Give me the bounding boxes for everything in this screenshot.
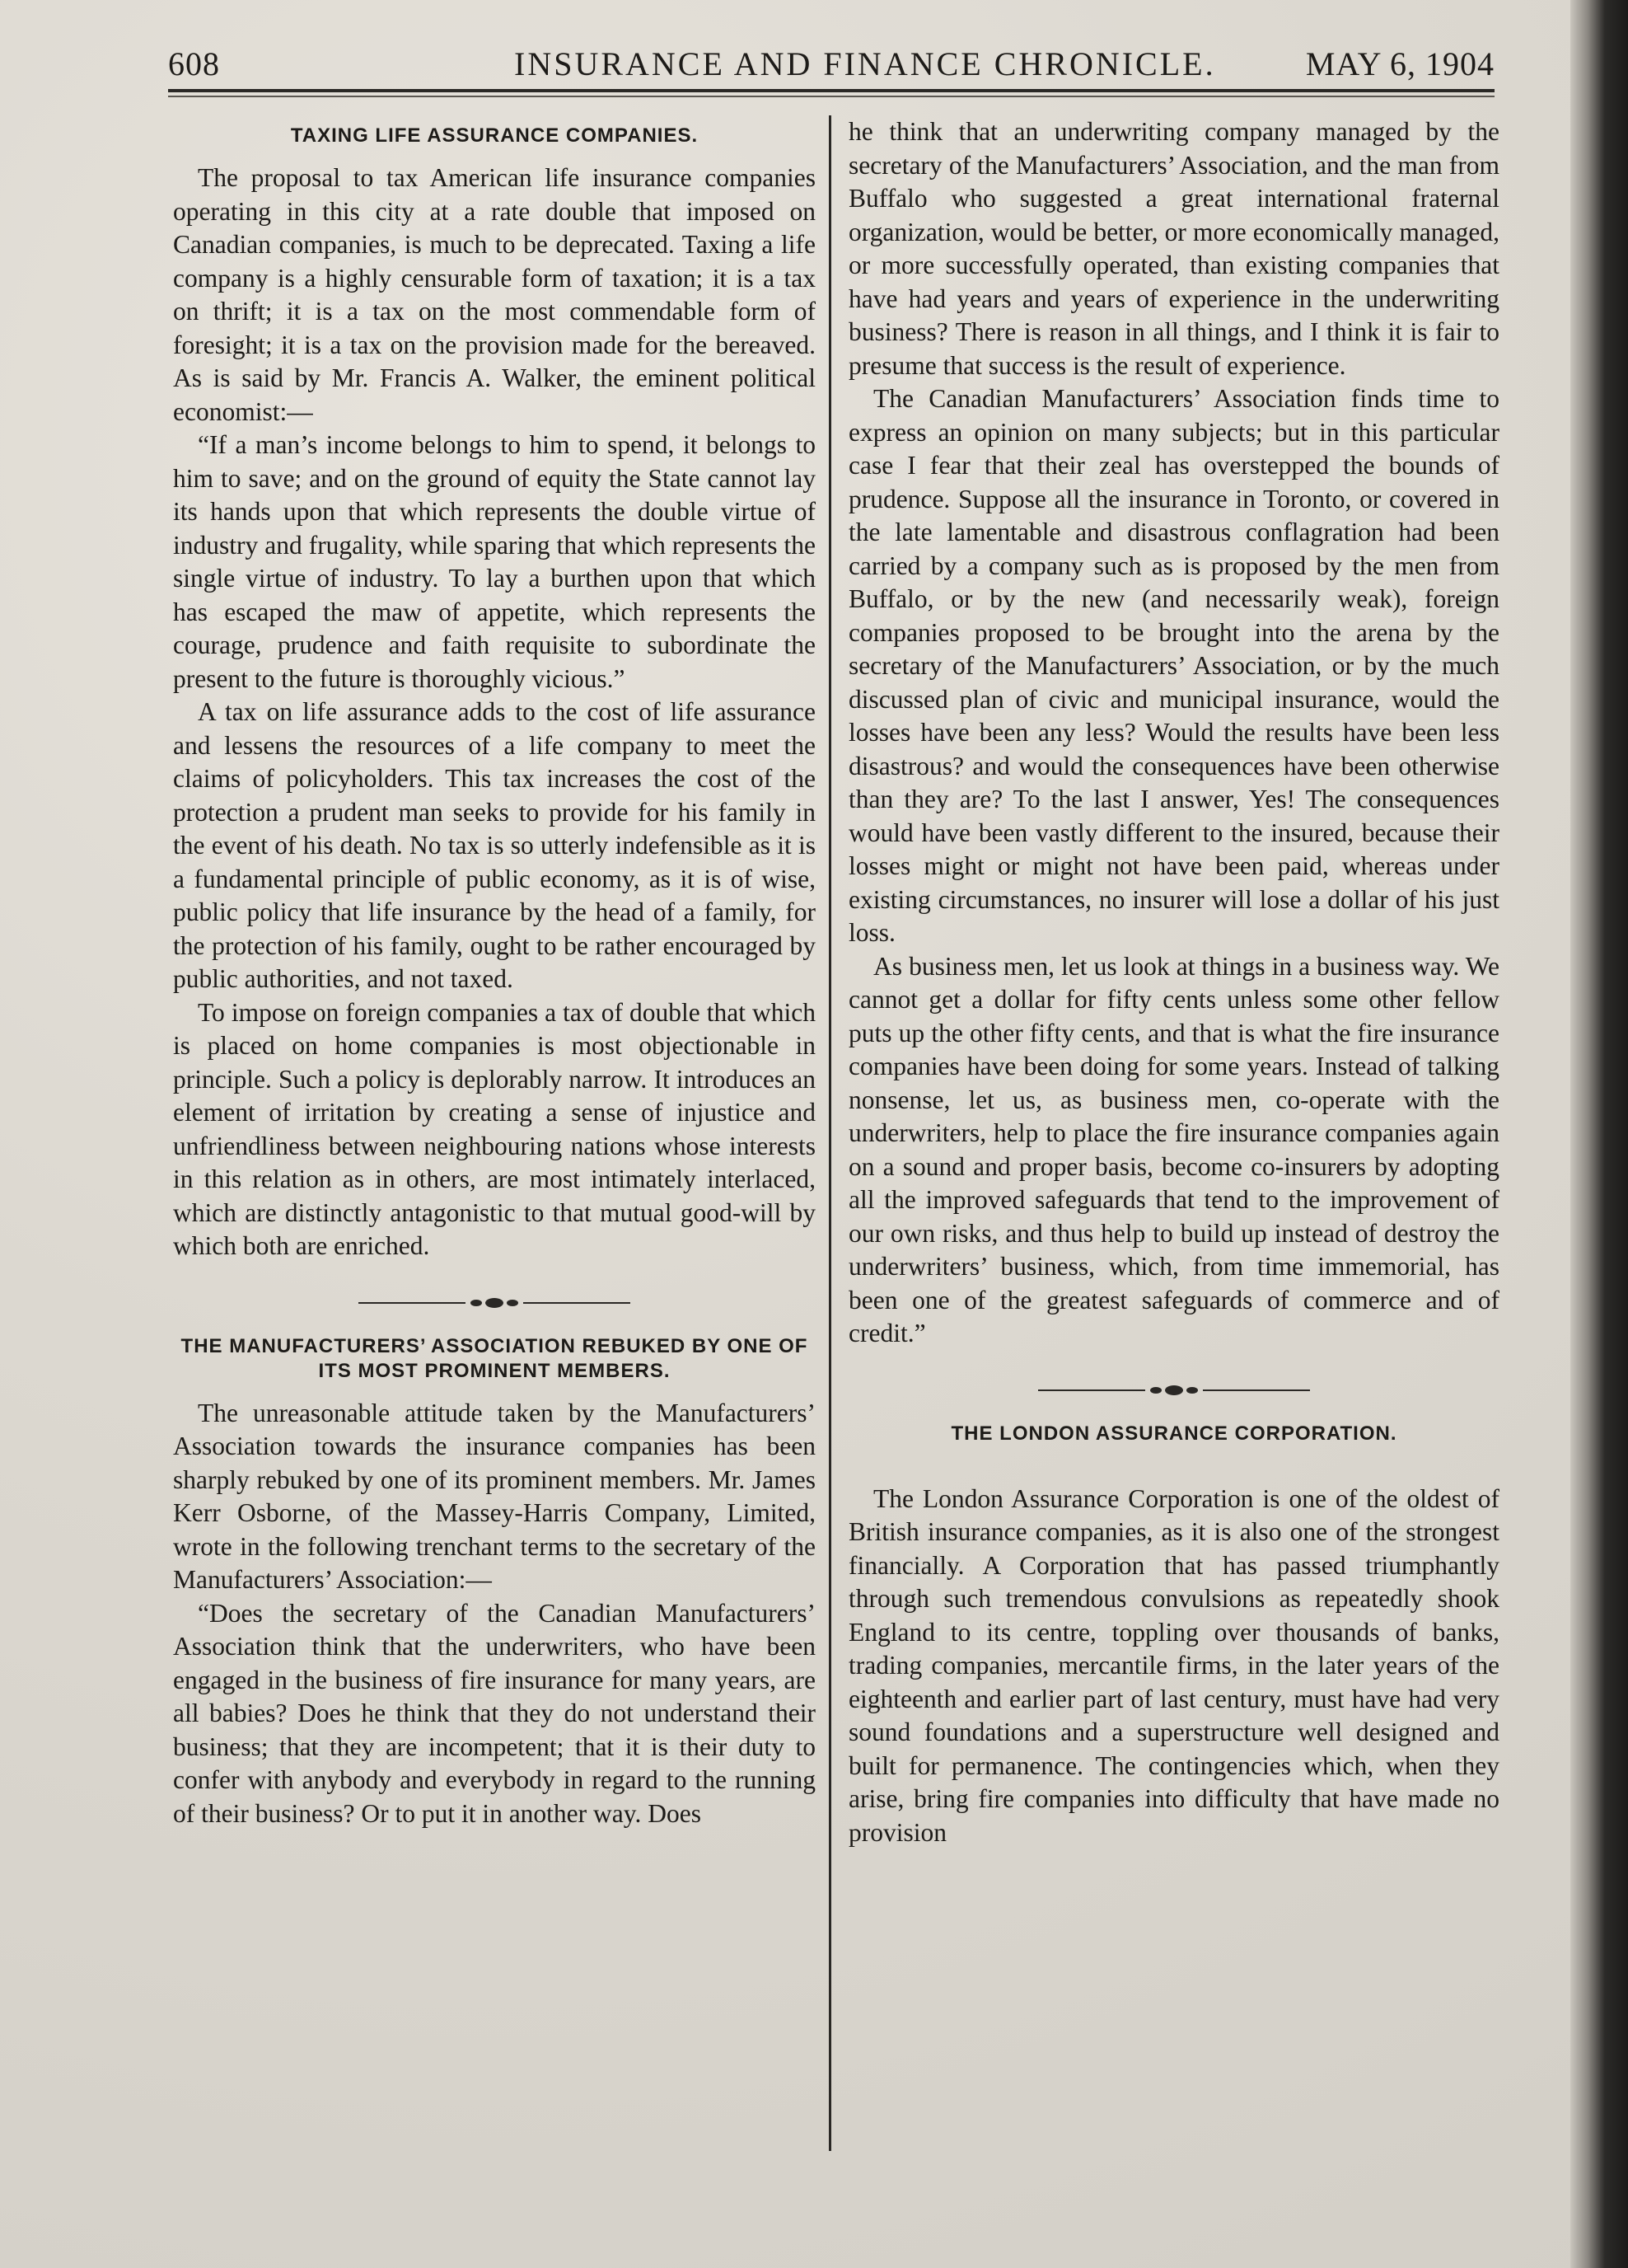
left-column <box>173 115 816 1830</box>
article-paragraph: The unreasonable attitude taken by the Manufacturers’ Association towards the insurance companies has been sharply rebuked by one of its prominent members. Mr. James Kerr Osborne, of the Massey-Harris Company, Limited, wrote in the following trenchant terms to the secretary of the Manufacturers’ Association:— <box>173 1398 816 1594</box>
header-rule <box>168 89 1495 92</box>
article-paragraph: As business men, let us look at things in a business way. We cannot get a dollar for fifty cents unless some other fellow puts up the other fifty cents, and that is what the fire insurance companies have been doing for some years. Instead of talking nonsense, let us, as business men, co-operate with the underwriters, help to place the fire insurance companies again on a sound and proper basis, become co-insurers by adopting all the improved safeguards that tend to the improvement of our own risks, and thus help to build up instead of destroy the underwriters’ business, which, from time immemorial, has been one of the greatest safeguards of commerce and of credit.” <box>849 951 1499 1347</box>
binding-edge <box>1570 0 1628 2268</box>
article-paragraph: The proposal to tax American life insurance companies operating in this city at a rate double that imposed on Canadian companies, is much to be deprecated. Taxing a life company is a highly censurable form of taxation; it is a tax on thrift; it is a tax on the most commendable form of foresight; it is a tax on the provision made for the bereaved. As is said by Mr. Francis A. Walker, the eminent political economist:— <box>173 163 816 426</box>
section-ornament <box>849 1374 1499 1407</box>
article-heading-london-assurance: THE LONDON ASSURANCE CORPORATION. <box>951 1422 1397 1445</box>
article-paragraph: The Canadian Manufacturers’ Association finds time to express an opinion on many subjects; but in this particular case I fear that their zeal has overstepped the bounds of prudence. Suppose all the insurance in Toronto, or covered in the late lamentable and disastrous conflagration had been carried by a company such as is proposed by the men from Buffalo, or by the new (and necessarily weak), foreign companies proposed to be brought into the arena by the secretary of the Manufacturers’ Association, or by the much discussed plan of civic and municipal insurance, would the losses have been any less? Would the results have been less disastrous? and would the consequences have been otherwise than they are? To the last I answer, Yes! The consequences would have been vastly different to the insured, because their losses might or might not have been paid, whereas under existing circumstances, no insurer will lose a dollar of his just loss. <box>849 384 1499 947</box>
header-rule-thin <box>168 96 1495 97</box>
column-divider <box>829 115 831 2151</box>
publication-title: INSURANCE AND FINANCE CHRONICLE. <box>514 45 1216 82</box>
article-paragraph: The London Assurance Corporation is one of the oldest of British insurance companies, as it is also one of the strongest financially. A Corporation that has passed triumphantly through such tremendous convulsions as repeatedly shook England to its centre, toppling over thousands of banks, trading companies, mercantile firms, in the later years of the eighteenth and earlier part of last century, must have had very sound foundations and a superstructure well designed and built for permanence. The contingencies which, when they arise, bring fire companies into difficulty that have made no provision <box>849 1483 1499 1847</box>
page-number: 608 <box>168 45 220 82</box>
article-paragraph: “Does the secretary of the Canadian Manufacturers’ Association think that the underwriters, who have been engaged in the business of fire insurance for many years, are all babies? Does he think that they do not understand their business; that they are incompetent; that it is their duty to confer with anybody and everybody in regard to the running of their business? Or to put it in another way. Does <box>173 1598 816 1828</box>
issue-date: MAY 6, 1904 <box>1305 45 1495 82</box>
article-paragraph: To impose on foreign companies a tax of double that which is placed on home companies is most objectionable in principle. Such a policy is deplorably narrow. It introduces an element of irritation by creating a sense of injustice and unfriendliness between neighbouring nations whose interests in this relation as in others, are most intimately interlaced, which are distinctly antagonistic to that mutual good-will by which both are enriched. <box>173 997 816 1260</box>
article-paragraph: A tax on life assurance adds to the cost of life assurance and lessens the resources of a life company to meet the claims of policyholders. This tax increases the cost of the protection a prudent man seeks to provide for his family in the event of his death. No tax is so utterly indefensible as it is a fundamental principle of public economy, as it is of wise, public policy that life insurance by the head of a family, for the protection of his family, ought to be rather encouraged by public authorities, and not taxed. <box>173 697 816 993</box>
article-heading-taxing-life: TAXING LIFE ASSURANCE COMPANIES. <box>290 124 699 147</box>
article-paragraph-continued: he think that an underwriting company managed by the secretary of the Manufacturers’ Association, and the man from Buffalo who suggested a great international fraternal organization, would be better, or more economically managed, or more successfully operated, than existing companies that have had years and years of experience in the underwriting business? There is reason in all things, and I think it is fair to presume that success is the result of experience. <box>849 117 1499 380</box>
article-paragraph: “If a man’s income belongs to him to spend, it belongs to him to save; and on the ground of equity the State cannot lay its hands upon that which represents the double virtue of industry and frugality, while sparing that which represents the single virtue of industry. To lay a burthen upon that which has escaped the maw of appetite, which represents the courage, prudence and faith requisite to subordinate the present to the future is thoroughly vicious.” <box>173 430 816 693</box>
article-heading-manufacturers: THE MANUFACTURERS’ ASSOCIATION REBUKED BY ONE OF ITS MOST PROMINENT MEMBERS. <box>180 1334 808 1382</box>
section-ornament <box>173 1286 816 1319</box>
page-header <box>168 40 1495 89</box>
right-column <box>849 115 1499 1849</box>
